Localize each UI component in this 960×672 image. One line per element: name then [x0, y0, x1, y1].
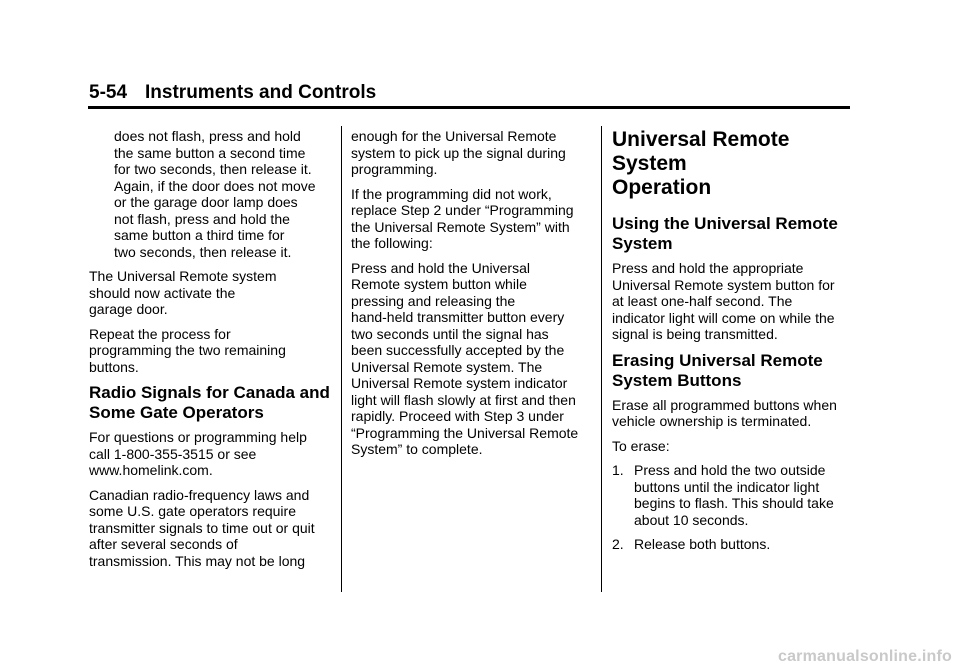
- paragraph-help: For questions or programming help call 1-800-355-3515 or see www.homelink.com.: [89, 429, 307, 478]
- step-number: 2.: [612, 536, 624, 552]
- list-item: [612, 462, 856, 528]
- paragraph-alt-procedure: Press and hold the Universal Remote system button while pressing and releasing the hand-held transmitter button every two seconds until the signal has been successfully accepted by the Universal Remote system. The Universal Remote system indicator light will flash slowly at first and then rapidly. Proceed with Step 3 under “Programming the Universal Remote System” to complete.: [351, 259, 579, 457]
- column-3: [612, 128, 856, 561]
- step-text: Release both buttons.: [634, 536, 771, 552]
- section-title: Instruments and Controls: [145, 82, 377, 103]
- paragraph-erase-all: Erase all programmed buttons when vehicle ownership is terminated.: [612, 396, 837, 429]
- watermark: carmanualsonline.info: [777, 648, 952, 665]
- paragraph-repeat: Repeat the process for programming the two remaining buttons.: [89, 325, 286, 375]
- step-text: Press and hold the two outside buttons until the indicator light begins to flash. This should take about 10 seconds.: [634, 462, 834, 528]
- paragraph-canadian-laws: Canadian radio-frequency laws and some U.S. gate operators require transmitter signals to time out or quit after several seconds of transmission. This may not be long: [89, 486, 315, 569]
- paragraph-press-hold: Press and hold the appropriate Universal Remote system button for at least one-half second. The indicator light will come on while the signal is being transmitted.: [612, 260, 835, 342]
- page-header: [89, 80, 376, 106]
- column-divider-1: [341, 126, 342, 592]
- column-1: [89, 128, 337, 577]
- page-number: 5-54: [89, 82, 128, 103]
- erase-steps-list: [612, 462, 856, 553]
- heading-using-universal-remote: Using the Universal Remote System: [612, 214, 838, 253]
- heading-universal-remote-operation: Universal Remote System Operation: [612, 128, 790, 199]
- paragraph-activate: The Universal Remote system should now activate the garage door.: [89, 268, 277, 317]
- column-divider-2: [601, 126, 602, 592]
- list-item: [612, 536, 856, 553]
- paragraph-signal-pickup: enough for the Universal Remote system to pick up the signal during programming.: [351, 128, 566, 177]
- column-2: [351, 128, 593, 466]
- heading-radio-signals: Radio Signals for Canada and Some Gate Operators: [89, 383, 330, 422]
- heading-erasing-buttons: Erasing Universal Remote System Buttons: [612, 350, 823, 390]
- paragraph-programming-fail: If the programming did not work, replace Step 2 under “Programming the Universal Remote System” with the following:: [351, 185, 574, 251]
- header-rule: [88, 106, 850, 109]
- step-number: 1.: [612, 462, 624, 478]
- paragraph-to-erase: To erase:: [612, 437, 670, 454]
- paragraph-flash-instructions: does not flash, press and hold the same button a second time for two seconds, then release it. Again, if the door does not move or the garage door lamp does not flash, press and hold the same button a third time for two seconds, then release it.: [114, 128, 316, 260]
